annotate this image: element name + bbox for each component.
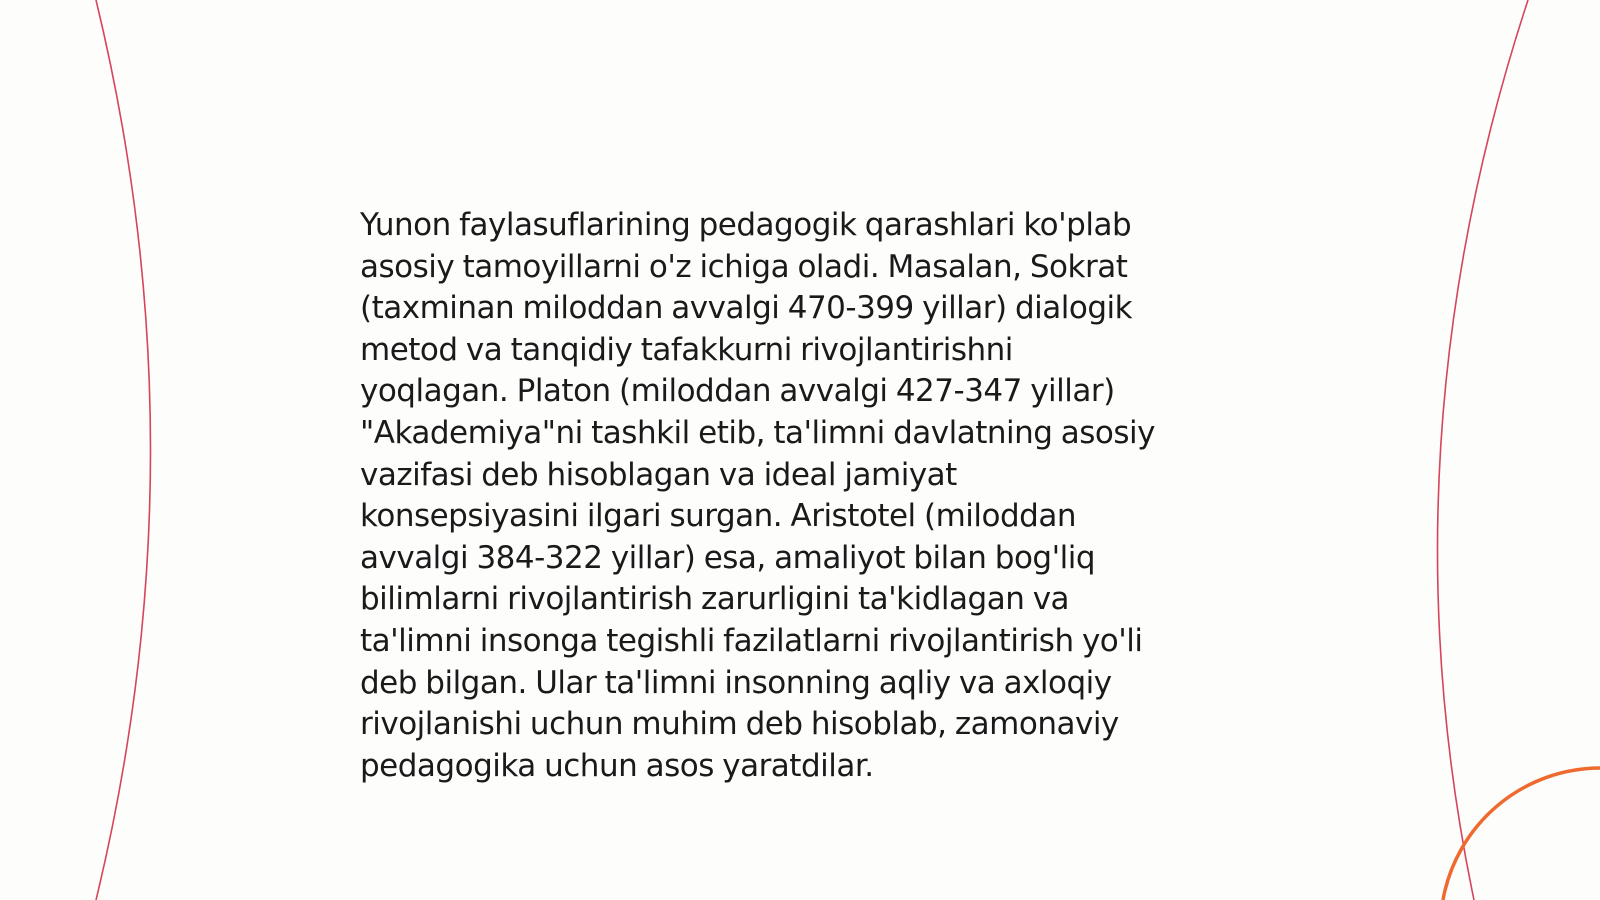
paragraph-line: pedagogika uchun asos yaratdilar. bbox=[360, 747, 874, 784]
paragraph-line: avvalgi 384-322 yillar) esa, amaliyot bilan bog'liq bbox=[360, 539, 1096, 576]
paragraph-line: konsepsiyasini ilgari surgan. Aristotel (miloddan bbox=[360, 498, 1076, 535]
paragraph-line: rivojlanishi uchun muhim deb hisoblab, zamonaviy bbox=[360, 706, 1119, 743]
right-curve-line bbox=[1437, 0, 1528, 900]
paragraph-line: bilimlarni rivojlantirish zarurligini ta'kidlagan va bbox=[360, 581, 1070, 618]
left-curve-line bbox=[96, 0, 151, 900]
paragraph-line: metod va tanqidiy tafakkurni rivojlantirishni bbox=[360, 331, 1013, 368]
paragraph-line: asosiy tamoyillarni o'z ichiga oladi. Masalan, Sokrat bbox=[360, 248, 1128, 285]
paragraph-line: vazifasi deb hisoblagan va ideal jamiyat bbox=[360, 456, 957, 493]
main-paragraph bbox=[360, 205, 1240, 787]
accent-orange-arc bbox=[1443, 768, 1600, 900]
paragraph-line: (taxminan miloddan avvalgi 470-399 yillar) dialogik bbox=[360, 290, 1133, 327]
paragraph-line: deb bilgan. Ular ta'limni insonning aqliy va axloqiy bbox=[360, 664, 1112, 701]
paragraph-line: Yunon faylasuflarining pedagogik qarashlari ko'plab bbox=[360, 207, 1132, 243]
paragraph-line: yoqlagan. Platon (miloddan avvalgi 427-347 yillar) bbox=[360, 373, 1115, 410]
paragraph-line: ta'limni insonga tegishli fazilatlarni rivojlantirish yo'li bbox=[360, 622, 1143, 659]
paragraph-line: "Akademiya"ni tashkil etib, ta'limni davlatning asosiy bbox=[360, 414, 1156, 451]
